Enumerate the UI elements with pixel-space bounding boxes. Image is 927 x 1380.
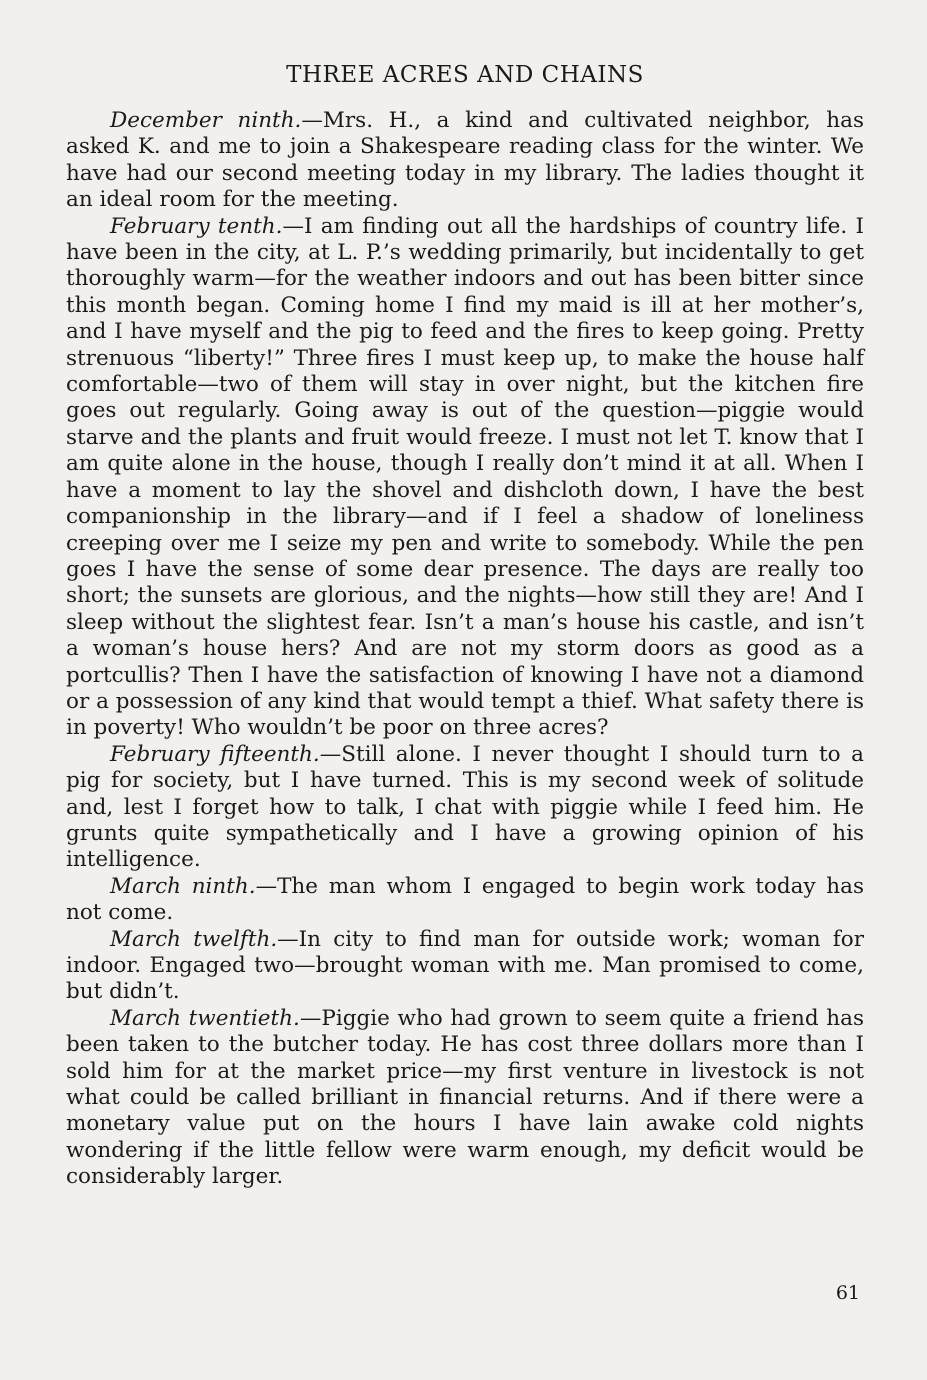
- diary-entry: [66, 1006, 864, 1191]
- diary-entry: [66, 927, 864, 1006]
- entry-text: —The man whom I engaged to begin work today has not come.: [66, 873, 864, 926]
- entry-date: December ninth.: [110, 108, 302, 133]
- book-page: [66, 62, 864, 1342]
- diary-entry: [66, 742, 864, 874]
- entry-date: March ninth.: [110, 873, 256, 899]
- entry-date: February tenth.: [110, 213, 283, 239]
- entry-text: —I am finding out all the hardships of country life. I have been in the city, at L. P.’s wedding primarily, but incidentally to get thoroughly warm—for the weather indoors and out has been bitter since this month began. Coming home I find my maid is ill at her mother’s, and I have myself and the pig to feed and the fires to keep going. Pretty strenuous “liberty!” Three fires I must keep up, to make the house half comfortable—two of them will stay in over night, but the kitchen fire goes out regularly. Going away is out of the question—piggie would starve and the plants and fruit would freeze. I must not let T. know that I am quite alone in the house, though I really don’t mind it at all. When I have a moment to lay the shovel and dishcloth down, I have the best companionship in the library—and if I feel a shadow of loneliness creeping over me I seize my pen and write to somebody. While the pen goes I have the sense of some dear presence. The days are really too short; the sunsets are glorious, and the nights—how still they are! And I sleep without the slightest fear. Isn’t a man’s house his castle, and isn’t a woman’s house hers? And are not my storm doors as good as a portcullis? Then I have the satisfaction of knowing I have not a diamond or a possession of any kind that would tempt a thief. What safety there is in poverty! Who wouldn’t be poor on three acres?: [66, 213, 864, 741]
- entry-text: —In city to find man for outside work; woman for indoor. Engaged two—brought woman with me. Man promised to come, but didn’t.: [66, 926, 864, 1005]
- entry-text: —Still alone. I never thought I should turn to a pig for society, but I have turned. This is my second week of solitude and, lest I forget how to talk, I chat with piggie while I feed him. He grunts quite sympathetically and I have a growing opinion of his intelligence.: [66, 741, 865, 873]
- running-head: THREE ACRES AND CHAINS: [286, 62, 644, 88]
- entry-text: —Mrs. H., a kind and cultivated neighbor, has asked K. and me to join a Shakespeare reading class for the winter. We have had our second meeting today in my library. The ladies thought it an ideal room for the meeting.: [66, 108, 864, 213]
- entry-date: February fifteenth.: [110, 741, 320, 767]
- entry-date: March twelfth.: [110, 926, 278, 952]
- diary-entry: [66, 108, 864, 214]
- entry-date: March twentieth.: [110, 1005, 300, 1031]
- page-number: 61: [835, 1282, 860, 1304]
- entry-text: —Piggie who had grown to seem quite a friend has been taken to the butcher today. He has cost three dollars more than I sold him for at the market price—my first venture in livestock is not what could be called brilliant in financial returns. And if there were a monetary value put on the hours I have lain awake cold nights wondering if the little fellow were warm enough, my deficit would be considerably larger.: [66, 1005, 864, 1190]
- diary-entry: [66, 874, 864, 927]
- diary-entry: [66, 214, 864, 742]
- page-body: [66, 108, 864, 1191]
